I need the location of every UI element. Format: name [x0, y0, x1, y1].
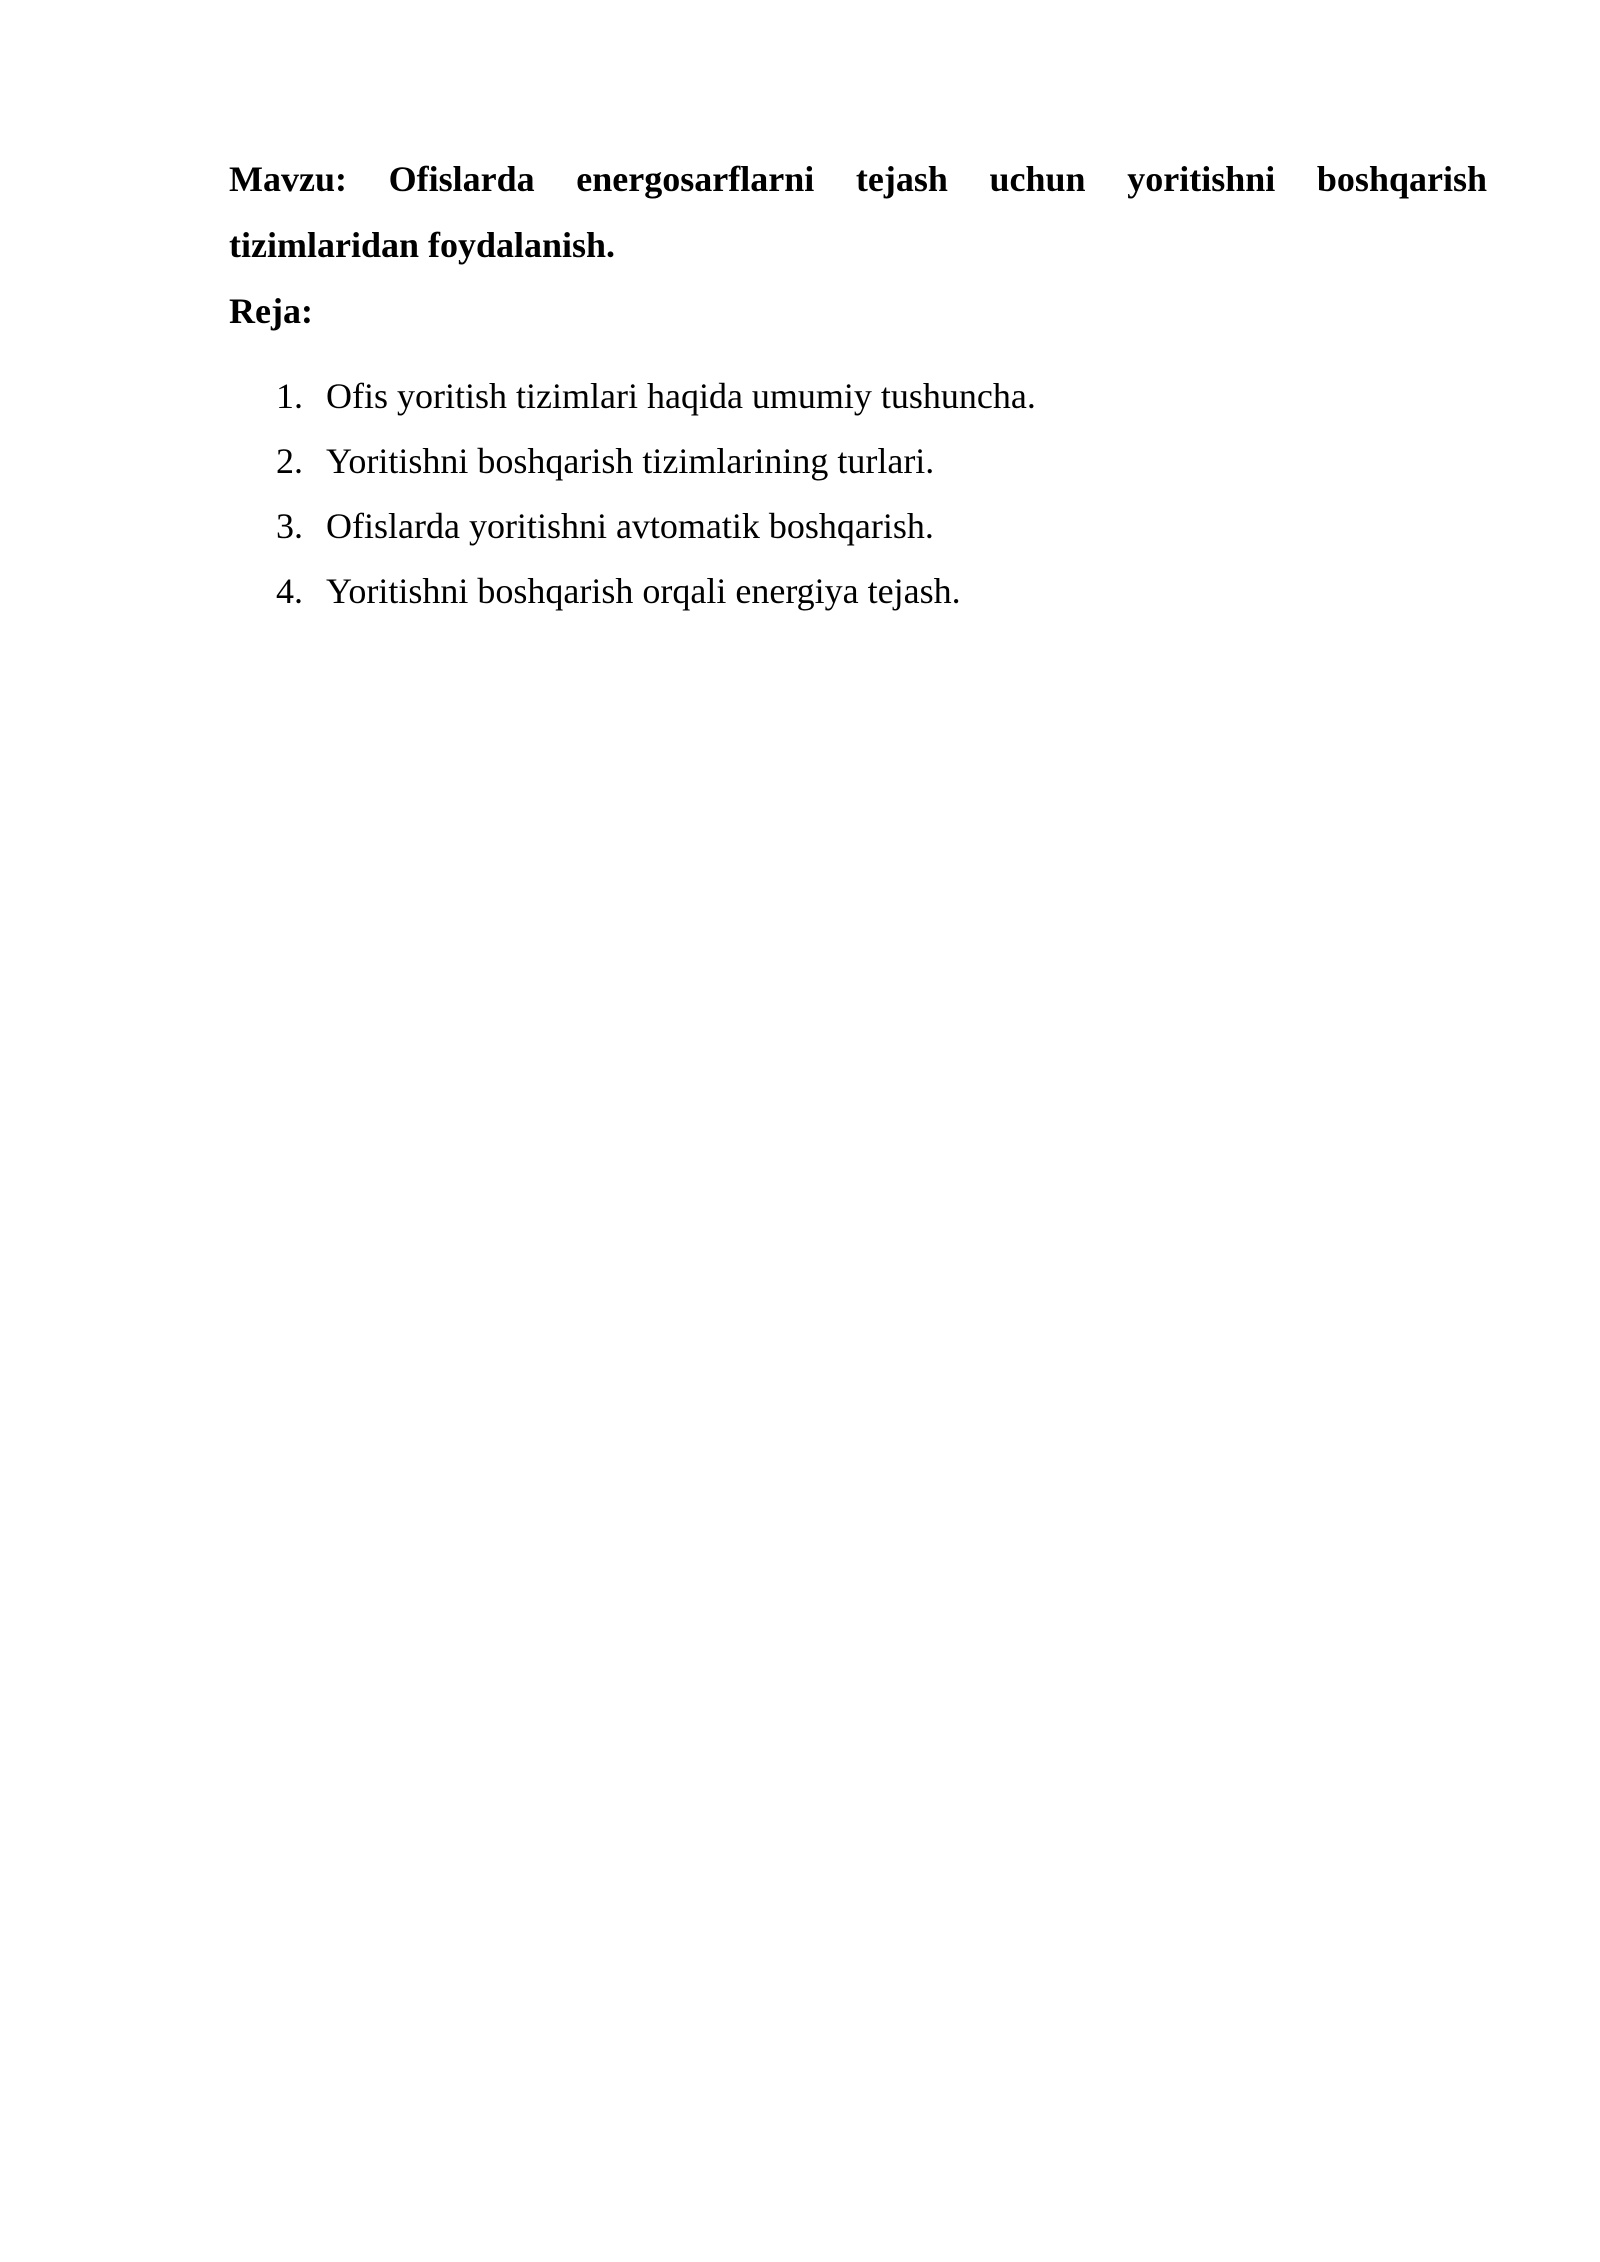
plan-item-number: 1.	[276, 376, 303, 416]
plan-item-1	[229, 364, 1487, 429]
plan-item-text: Ofis yoritish tizimlari haqida umumiy tushuncha.	[326, 376, 1036, 416]
plan-item-text: Ofislarda yoritishni avtomatik boshqarish.	[326, 506, 934, 546]
plan-item-text: Yoritishni boshqarish tizimlarining turlari.	[326, 441, 935, 481]
document-title: Mavzu: Ofislarda energosarflarni tejash uchun yoritishni boshqarish tizimlaridan foydalanish.	[229, 159, 1487, 265]
plan-heading: Reja:	[229, 291, 313, 331]
plan-item-text: Yoritishni boshqarish orqali energiya tejash.	[326, 571, 961, 611]
plan-list	[229, 364, 1487, 624]
plan-item-2	[229, 429, 1487, 494]
plan-item-number: 2.	[276, 441, 303, 481]
page-content	[229, 146, 1487, 624]
plan-item-4	[229, 559, 1487, 624]
plan-item-number: 4.	[276, 571, 303, 611]
plan-item-number: 3.	[276, 506, 303, 546]
plan-item-3	[229, 494, 1487, 559]
